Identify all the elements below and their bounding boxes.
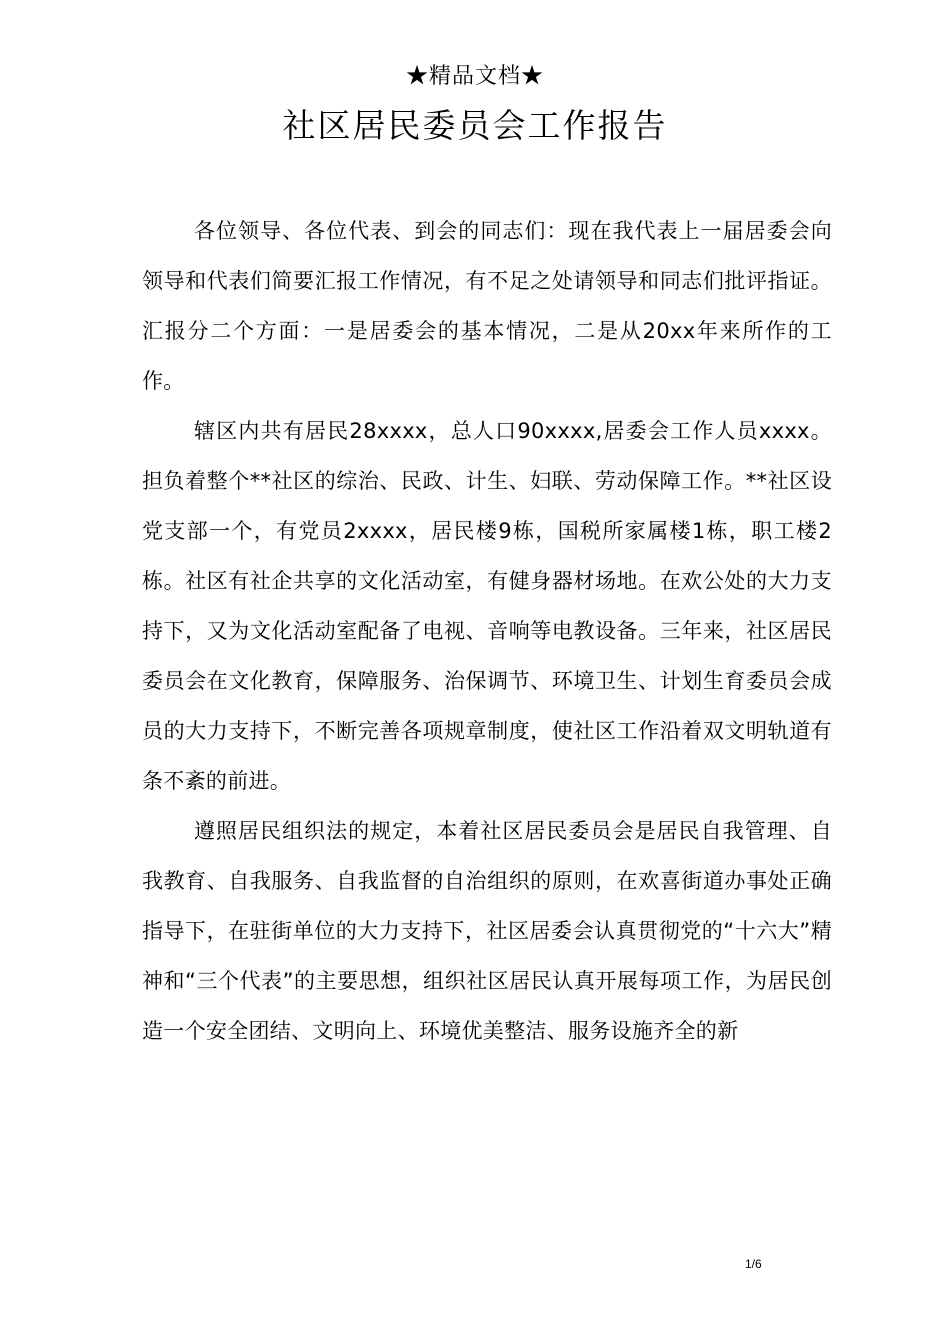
paragraph-1: 各位领导、各位代表、到会的同志们：现在我代表上一届居委会向领导和代表们简要汇报工作情况，有不足之处请领导和同志们批评指证。汇报分二个方面：一是居委会的基本情况，二是从20xx年来所作的工作。 [142, 219, 832, 393]
paragraph-3: 遵照居民组织法的规定，本着社区居民委员会是居民自我管理、自我教育、自我服务、自我监督的自治组织的原则，在欢喜街道办事处正确指导下，在驻街单位的大力支持下，社区居委会认真贯彻党的“十六大”精神和“三个代表”的主要思想，组织社区居民认真开展每项工作，为居民创造一个安全团结、文明向上、环境优美整洁、服务设施齐全的新 [142, 819, 832, 1043]
page-title: 社区居民委员会工作报告 [282, 106, 668, 145]
paragraph-2: 辖区内共有居民28xxxx，总人口90xxxx,居委会工作人员xxxx。担负着整个**社区的综治、民政、计生、妇联、劳动保障工作。**社区设党支部一个，有党员2xxxx，居民楼9栋，国税所家属楼1栋，职工楼2栋。社区有社企共享的文化活动室，有健身器材场地。在欢公处的大力支持下，又为文化活动室配备了电视、音响等电教设备。三年来，社区居民委员会在文化教育，保障服务、治保调节、环境卫生、计划生育委员会成员的大力支持下，不断完善各项规章制度，使社区工作沿着双文明轨道有条不紊的前进。 [142, 419, 832, 793]
body-text [142, 206, 832, 1056]
page-number: 1/6 [745, 1257, 762, 1271]
header-mark: ★精品文档★ [405, 64, 544, 89]
